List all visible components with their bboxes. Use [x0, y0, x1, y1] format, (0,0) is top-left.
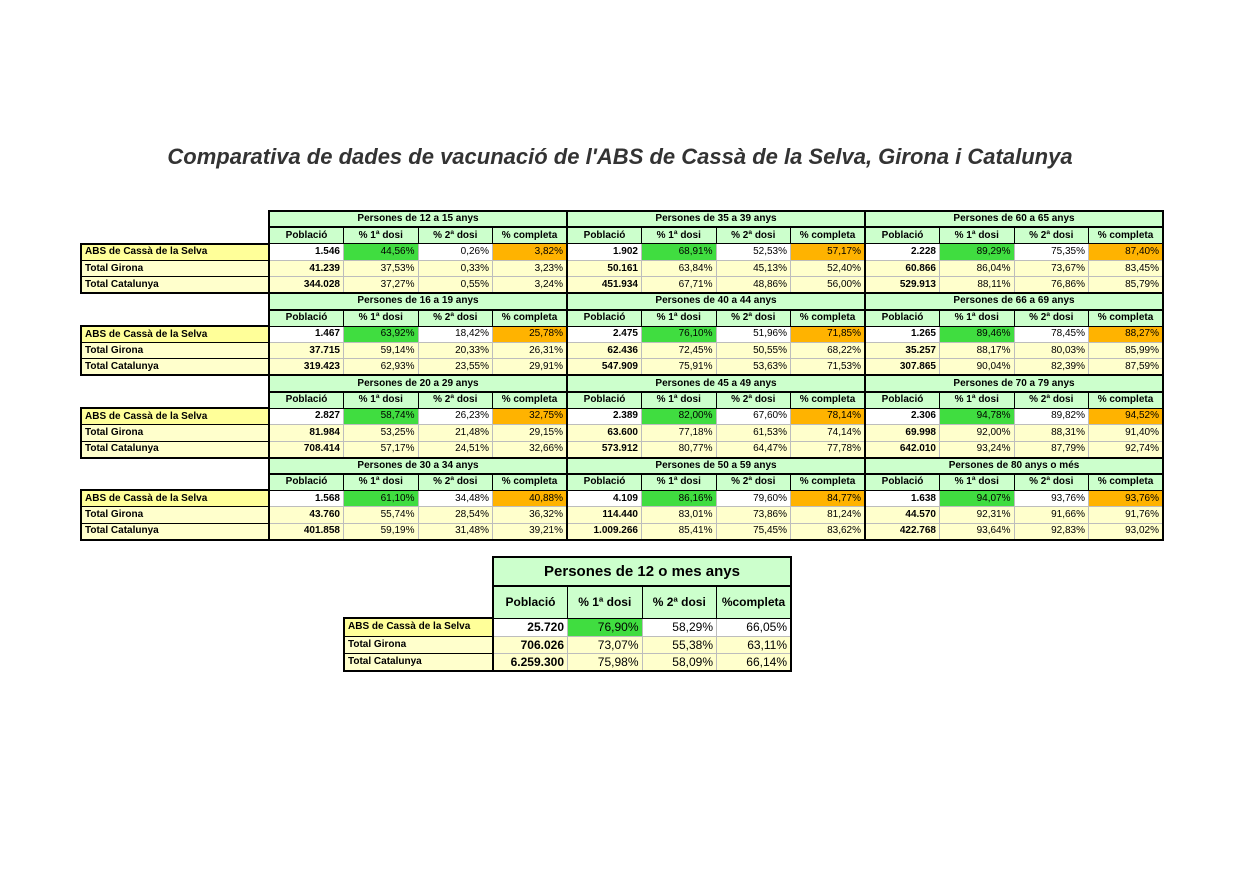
population-cell: 451.934 [567, 277, 642, 293]
second-dose-cell: 93,76% [1014, 490, 1089, 506]
second-dose-cell: 34,48% [418, 490, 493, 506]
summary-first-dose-cell: 73,07% [568, 636, 643, 653]
population-cell: 319.423 [269, 359, 344, 375]
age-group-title: Persones de 66 a 69 anys [865, 293, 1163, 309]
age-group-title: Persones de 50 a 59 anys [567, 458, 865, 474]
first-dose-cell: 72,45% [642, 343, 717, 359]
first-dose-cell: 67,71% [642, 277, 717, 293]
column-header-cell: Població [865, 474, 940, 490]
data-row [81, 441, 1163, 457]
row-label-abs-cassa: ABS de Cassà de la Selva [81, 408, 269, 424]
summary-column-header-cell: % 2ª dosi [642, 586, 717, 618]
complete-cell: 83,62% [791, 523, 866, 539]
column-header-row [81, 392, 1163, 408]
blank-cell [81, 474, 269, 490]
population-cell: 41.239 [269, 260, 344, 276]
page-title: Comparativa de dades de vacunació de l'ABS de Cassà de la Selva, Girona i Catalunya [167, 144, 1073, 169]
population-cell: 1.009.266 [567, 523, 642, 539]
summary-population-cell: 6.259.300 [493, 653, 568, 671]
first-dose-cell: 61,10% [344, 490, 419, 506]
complete-cell: 25,78% [493, 326, 568, 342]
column-header-cell: % 1ª dosi [642, 310, 717, 326]
column-header-cell: % 2ª dosi [1014, 227, 1089, 243]
population-cell: 2.475 [567, 326, 642, 342]
row-label-total-catalunya: Total Catalunya [81, 359, 269, 375]
first-dose-cell: 37,27% [344, 277, 419, 293]
second-dose-cell: 52,53% [716, 244, 791, 260]
second-dose-cell: 61,53% [716, 425, 791, 441]
column-header-cell: % 2ª dosi [716, 310, 791, 326]
age-group-title: Persones de 12 a 15 anys [269, 211, 567, 227]
population-cell: 2.827 [269, 408, 344, 424]
first-dose-cell: 58,74% [344, 408, 419, 424]
blank-cell [81, 458, 269, 474]
complete-cell: 26,31% [493, 343, 568, 359]
column-header-cell: % 1ª dosi [642, 474, 717, 490]
complete-cell: 71,53% [791, 359, 866, 375]
column-header-cell: % 2ª dosi [418, 227, 493, 243]
blank-cell [81, 227, 269, 243]
data-row [81, 244, 1163, 260]
complete-cell: 85,79% [1089, 277, 1164, 293]
column-header-cell: % 1ª dosi [940, 474, 1015, 490]
first-dose-cell: 59,14% [344, 343, 419, 359]
row-label-total-catalunya: Total Catalunya [81, 523, 269, 539]
population-cell: 114.440 [567, 507, 642, 523]
complete-cell: 85,99% [1089, 343, 1164, 359]
complete-cell: 84,77% [791, 490, 866, 506]
complete-cell: 93,76% [1089, 490, 1164, 506]
column-header-cell: % completa [791, 310, 866, 326]
first-dose-cell: 90,04% [940, 359, 1015, 375]
complete-cell: 57,17% [791, 244, 866, 260]
population-cell: 50.161 [567, 260, 642, 276]
blank-cell [81, 392, 269, 408]
population-cell: 2.389 [567, 408, 642, 424]
population-cell: 1.467 [269, 326, 344, 342]
population-cell: 81.984 [269, 425, 344, 441]
column-header-cell: % completa [1089, 227, 1164, 243]
column-header-cell: % completa [493, 392, 568, 408]
second-dose-cell: 79,60% [716, 490, 791, 506]
blank-cell [81, 375, 269, 391]
first-dose-cell: 92,31% [940, 507, 1015, 523]
row-label-abs-cassa: ABS de Cassà de la Selva [81, 326, 269, 342]
second-dose-cell: 75,35% [1014, 244, 1089, 260]
second-dose-cell: 0,33% [418, 260, 493, 276]
summary-first-dose-cell: 76,90% [568, 618, 643, 636]
column-header-cell: % 2ª dosi [716, 392, 791, 408]
population-cell: 62.436 [567, 343, 642, 359]
summary-data-row [344, 636, 791, 653]
first-dose-cell: 86,04% [940, 260, 1015, 276]
population-cell: 708.414 [269, 441, 344, 457]
population-cell: 43.760 [269, 507, 344, 523]
second-dose-cell: 87,79% [1014, 441, 1089, 457]
column-header-row [81, 227, 1163, 243]
row-label-total-girona: Total Girona [81, 343, 269, 359]
row-label-total-catalunya: Total Catalunya [81, 277, 269, 293]
population-cell: 344.028 [269, 277, 344, 293]
first-dose-cell: 75,91% [642, 359, 717, 375]
population-cell: 1.638 [865, 490, 940, 506]
second-dose-cell: 91,66% [1014, 507, 1089, 523]
summary-complete-cell: 66,05% [717, 618, 792, 636]
complete-cell: 77,78% [791, 441, 866, 457]
column-header-cell: % 1ª dosi [642, 227, 717, 243]
population-cell: 69.998 [865, 425, 940, 441]
first-dose-cell: 77,18% [642, 425, 717, 441]
summary-second-dose-cell: 55,38% [642, 636, 717, 653]
population-cell: 422.768 [865, 523, 940, 539]
age-group-title: Persones de 70 a 79 anys [865, 375, 1163, 391]
age-group-title: Persones de 45 a 49 anys [567, 375, 865, 391]
first-dose-cell: 94,78% [940, 408, 1015, 424]
second-dose-cell: 48,86% [716, 277, 791, 293]
summary-title: Persones de 12 o mes anys [493, 557, 791, 586]
row-label-total-girona: Total Girona [81, 425, 269, 441]
column-header-cell: Població [567, 227, 642, 243]
population-cell: 1.546 [269, 244, 344, 260]
first-dose-cell: 94,07% [940, 490, 1015, 506]
column-header-cell: % 2ª dosi [716, 474, 791, 490]
complete-cell: 52,40% [791, 260, 866, 276]
second-dose-cell: 23,55% [418, 359, 493, 375]
second-dose-cell: 89,82% [1014, 408, 1089, 424]
second-dose-cell: 20,33% [418, 343, 493, 359]
complete-cell: 91,76% [1089, 507, 1164, 523]
column-header-cell: % 1ª dosi [642, 392, 717, 408]
summary-population-cell: 706.026 [493, 636, 568, 653]
column-header-cell: Població [865, 392, 940, 408]
second-dose-cell: 53,63% [716, 359, 791, 375]
age-group-title: Persones de 16 a 19 anys [269, 293, 567, 309]
complete-cell: 93,02% [1089, 523, 1164, 539]
population-cell: 307.865 [865, 359, 940, 375]
complete-cell: 36,32% [493, 507, 568, 523]
summary-column-header-cell: % 1ª dosi [568, 586, 643, 618]
summary-data-row [344, 618, 791, 636]
complete-cell: 87,59% [1089, 359, 1164, 375]
column-header-cell: Població [567, 474, 642, 490]
second-dose-cell: 76,86% [1014, 277, 1089, 293]
second-dose-cell: 67,60% [716, 408, 791, 424]
first-dose-cell: 62,93% [344, 359, 419, 375]
row-label-total-girona: Total Girona [81, 507, 269, 523]
summary-row-label-total-catalunya: Total Catalunya [344, 653, 493, 671]
second-dose-cell: 31,48% [418, 523, 493, 539]
column-header-cell: % 2ª dosi [1014, 310, 1089, 326]
column-header-cell: % 1ª dosi [344, 392, 419, 408]
complete-cell: 39,21% [493, 523, 568, 539]
column-header-cell: % 1ª dosi [940, 310, 1015, 326]
complete-cell: 91,40% [1089, 425, 1164, 441]
vaccination-by-age-table [80, 210, 1164, 541]
age-group-title-row [81, 293, 1163, 309]
first-dose-cell: 44,56% [344, 244, 419, 260]
blank-cell [344, 586, 493, 618]
row-label-abs-cassa: ABS de Cassà de la Selva [81, 244, 269, 260]
vaccination-table-body [81, 211, 1163, 540]
data-row [81, 425, 1163, 441]
second-dose-cell: 82,39% [1014, 359, 1089, 375]
population-cell: 573.912 [567, 441, 642, 457]
complete-cell: 87,40% [1089, 244, 1164, 260]
first-dose-cell: 88,17% [940, 343, 1015, 359]
population-cell: 2.228 [865, 244, 940, 260]
summary-row-label-abs-cassa: ABS de Cassà de la Selva [344, 618, 493, 636]
row-label-total-catalunya: Total Catalunya [81, 441, 269, 457]
data-row [81, 343, 1163, 359]
data-row [81, 408, 1163, 424]
population-cell: 63.600 [567, 425, 642, 441]
first-dose-cell: 59,19% [344, 523, 419, 539]
second-dose-cell: 75,45% [716, 523, 791, 539]
second-dose-cell: 0,55% [418, 277, 493, 293]
column-header-cell: Població [269, 474, 344, 490]
age-group-title: Persones de 80 anys o més [865, 458, 1163, 474]
column-header-cell: % 1ª dosi [940, 227, 1015, 243]
data-row [81, 359, 1163, 375]
population-cell: 401.858 [269, 523, 344, 539]
first-dose-cell: 88,11% [940, 277, 1015, 293]
second-dose-cell: 50,55% [716, 343, 791, 359]
age-group-title: Persones de 35 a 39 anys [567, 211, 865, 227]
column-header-cell: Població [865, 310, 940, 326]
column-header-cell: % 2ª dosi [418, 474, 493, 490]
row-label-abs-cassa: ABS de Cassà de la Selva [81, 490, 269, 506]
column-header-cell: % completa [493, 227, 568, 243]
population-cell: 1.568 [269, 490, 344, 506]
second-dose-cell: 24,51% [418, 441, 493, 457]
first-dose-cell: 57,17% [344, 441, 419, 457]
column-header-cell: % 1ª dosi [940, 392, 1015, 408]
first-dose-cell: 37,53% [344, 260, 419, 276]
complete-cell: 3,23% [493, 260, 568, 276]
data-row [81, 326, 1163, 342]
first-dose-cell: 82,00% [642, 408, 717, 424]
second-dose-cell: 28,54% [418, 507, 493, 523]
blank-cell [81, 310, 269, 326]
data-row [81, 490, 1163, 506]
column-header-cell: % 2ª dosi [1014, 392, 1089, 408]
population-cell: 2.306 [865, 408, 940, 424]
complete-cell: 68,22% [791, 343, 866, 359]
summary-column-header-row [344, 586, 791, 618]
column-header-cell: Població [567, 392, 642, 408]
first-dose-cell: 55,74% [344, 507, 419, 523]
summary-row-label-total-girona: Total Girona [344, 636, 493, 653]
first-dose-cell: 93,24% [940, 441, 1015, 457]
column-header-cell: % completa [1089, 392, 1164, 408]
first-dose-cell: 76,10% [642, 326, 717, 342]
column-header-cell: % completa [791, 227, 866, 243]
column-header-cell: % completa [791, 474, 866, 490]
first-dose-cell: 63,84% [642, 260, 717, 276]
complete-cell: 3,24% [493, 277, 568, 293]
summary-data-row [344, 653, 791, 671]
column-header-cell: % completa [493, 474, 568, 490]
complete-cell: 71,85% [791, 326, 866, 342]
data-row [81, 523, 1163, 539]
second-dose-cell: 64,47% [716, 441, 791, 457]
second-dose-cell: 51,96% [716, 326, 791, 342]
column-header-cell: % 2ª dosi [716, 227, 791, 243]
first-dose-cell: 83,01% [642, 507, 717, 523]
age-group-title: Persones de 30 a 34 anys [269, 458, 567, 474]
summary-title-row [344, 557, 791, 586]
data-row [81, 277, 1163, 293]
population-cell: 44.570 [865, 507, 940, 523]
complete-cell: 29,91% [493, 359, 568, 375]
vaccination-summary-table [343, 556, 792, 672]
column-header-cell: % 1ª dosi [344, 474, 419, 490]
age-group-title-row [81, 375, 1163, 391]
column-header-cell: % 2ª dosi [1014, 474, 1089, 490]
first-dose-cell: 89,29% [940, 244, 1015, 260]
column-header-cell: Població [269, 227, 344, 243]
summary-column-header-cell: %completa [717, 586, 792, 618]
summary-first-dose-cell: 75,98% [568, 653, 643, 671]
population-cell: 529.913 [865, 277, 940, 293]
column-header-cell: Població [269, 392, 344, 408]
column-header-cell: % 1ª dosi [344, 310, 419, 326]
population-cell: 60.866 [865, 260, 940, 276]
column-header-cell: % 2ª dosi [418, 310, 493, 326]
complete-cell: 29,15% [493, 425, 568, 441]
column-header-cell: Població [269, 310, 344, 326]
column-header-row [81, 474, 1163, 490]
summary-second-dose-cell: 58,29% [642, 618, 717, 636]
population-cell: 1.902 [567, 244, 642, 260]
population-cell: 37.715 [269, 343, 344, 359]
first-dose-cell: 92,00% [940, 425, 1015, 441]
second-dose-cell: 0,26% [418, 244, 493, 260]
second-dose-cell: 92,83% [1014, 523, 1089, 539]
complete-cell: 92,74% [1089, 441, 1164, 457]
complete-cell: 94,52% [1089, 408, 1164, 424]
second-dose-cell: 78,45% [1014, 326, 1089, 342]
summary-second-dose-cell: 58,09% [642, 653, 717, 671]
population-cell: 1.265 [865, 326, 940, 342]
first-dose-cell: 93,64% [940, 523, 1015, 539]
summary-table-body [344, 557, 791, 671]
column-header-cell: % completa [1089, 310, 1164, 326]
column-header-row [81, 310, 1163, 326]
column-header-cell: % completa [1089, 474, 1164, 490]
second-dose-cell: 88,31% [1014, 425, 1089, 441]
summary-population-cell: 25.720 [493, 618, 568, 636]
second-dose-cell: 21,48% [418, 425, 493, 441]
population-cell: 547.909 [567, 359, 642, 375]
column-header-cell: Població [865, 227, 940, 243]
data-row [81, 260, 1163, 276]
column-header-cell: % 1ª dosi [344, 227, 419, 243]
age-group-title-row [81, 458, 1163, 474]
first-dose-cell: 80,77% [642, 441, 717, 457]
age-group-title: Persones de 40 a 44 anys [567, 293, 865, 309]
age-group-title-row [81, 211, 1163, 227]
complete-cell: 3,82% [493, 244, 568, 260]
blank-cell [81, 211, 269, 227]
second-dose-cell: 73,67% [1014, 260, 1089, 276]
complete-cell: 74,14% [791, 425, 866, 441]
column-header-cell: % completa [493, 310, 568, 326]
second-dose-cell: 80,03% [1014, 343, 1089, 359]
first-dose-cell: 53,25% [344, 425, 419, 441]
complete-cell: 88,27% [1089, 326, 1164, 342]
column-header-cell: % completa [791, 392, 866, 408]
complete-cell: 83,45% [1089, 260, 1164, 276]
first-dose-cell: 68,91% [642, 244, 717, 260]
first-dose-cell: 89,46% [940, 326, 1015, 342]
column-header-cell: % 2ª dosi [418, 392, 493, 408]
second-dose-cell: 18,42% [418, 326, 493, 342]
data-row [81, 507, 1163, 523]
population-cell: 35.257 [865, 343, 940, 359]
summary-complete-cell: 66,14% [717, 653, 792, 671]
complete-cell: 81,24% [791, 507, 866, 523]
second-dose-cell: 73,86% [716, 507, 791, 523]
first-dose-cell: 86,16% [642, 490, 717, 506]
complete-cell: 56,00% [791, 277, 866, 293]
age-group-title: Persones de 60 a 65 anys [865, 211, 1163, 227]
complete-cell: 78,14% [791, 408, 866, 424]
complete-cell: 32,66% [493, 441, 568, 457]
summary-column-header-cell: Població [493, 586, 568, 618]
second-dose-cell: 45,13% [716, 260, 791, 276]
column-header-cell: Població [567, 310, 642, 326]
population-cell: 4.109 [567, 490, 642, 506]
age-group-title: Persones de 20 a 29 anys [269, 375, 567, 391]
row-label-total-girona: Total Girona [81, 260, 269, 276]
summary-complete-cell: 63,11% [717, 636, 792, 653]
blank-cell [81, 293, 269, 309]
population-cell: 642.010 [865, 441, 940, 457]
second-dose-cell: 26,23% [418, 408, 493, 424]
first-dose-cell: 63,92% [344, 326, 419, 342]
blank-cell [344, 557, 493, 586]
complete-cell: 40,88% [493, 490, 568, 506]
first-dose-cell: 85,41% [642, 523, 717, 539]
complete-cell: 32,75% [493, 408, 568, 424]
